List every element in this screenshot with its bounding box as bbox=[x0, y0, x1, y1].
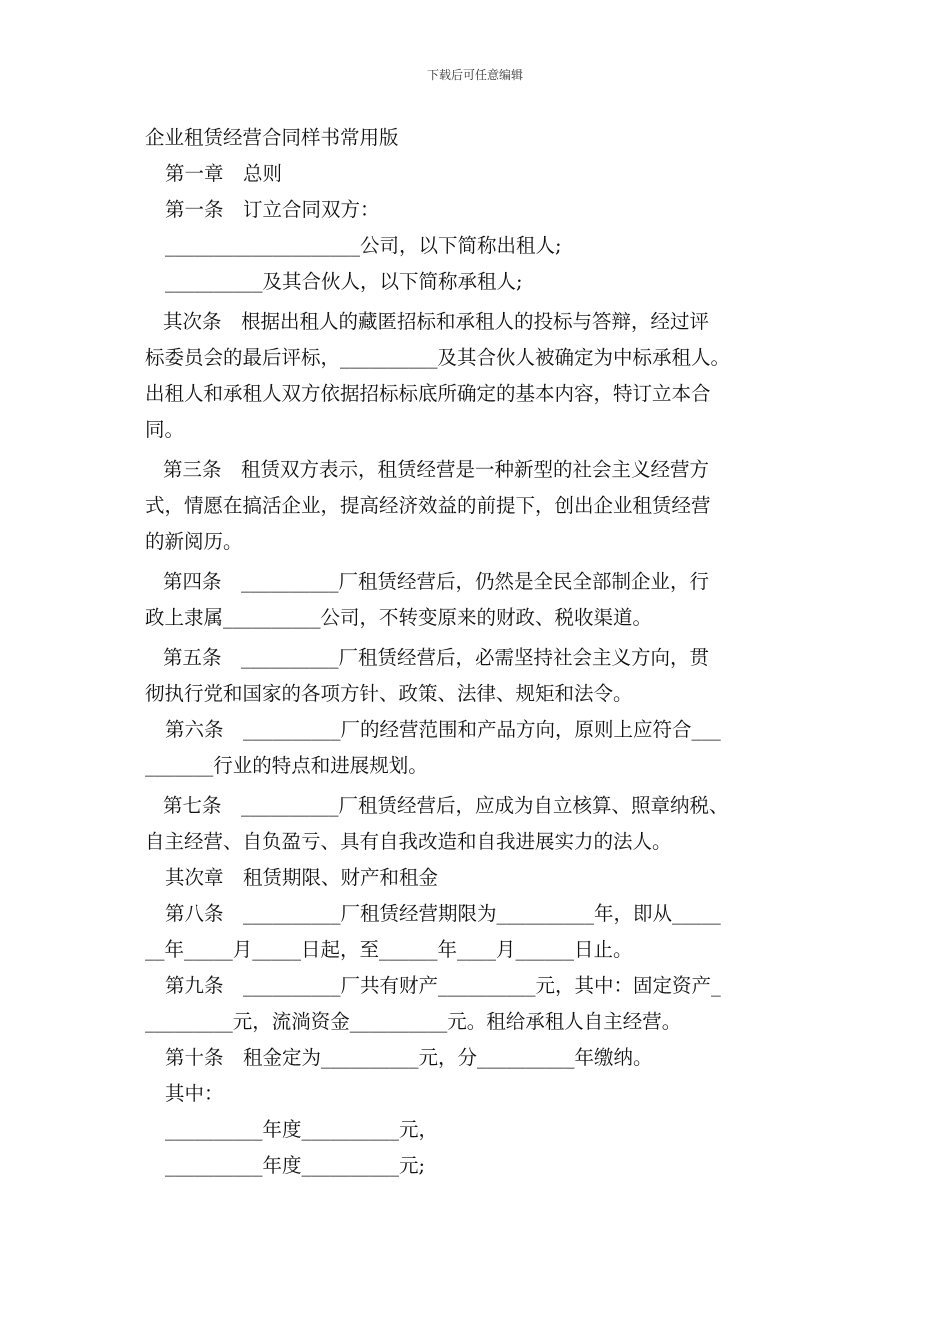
article-3-line: 第三条 租赁双方表示，租赁经营是一种新型的社会主义经营方 bbox=[163, 458, 710, 481]
article-2-line: 同。 bbox=[145, 418, 185, 441]
article-10-line: 第十条 租金定为__________元，分__________年缴纳。 bbox=[165, 1046, 653, 1069]
article-8-line: 第八条 __________厂租赁经营期限为__________年，即从_____ bbox=[165, 902, 721, 925]
article-6-line: 第六条 __________厂的经营范围和产品方向，原则上应符合___ bbox=[165, 718, 721, 741]
article-4-line: 政上隶属__________公司，不转变原来的财政、税收渠道。 bbox=[145, 606, 653, 629]
article-3-line: 式，情愿在搞活企业，提高经济效益的前提下，创出企业租赁经营 bbox=[145, 494, 711, 517]
article-2-line: 标委员会的最后评标，__________及其合伙人被确定为中标承租人。 bbox=[145, 346, 731, 369]
article-1: 第一条 订立合同双方： bbox=[165, 198, 380, 221]
article-4-line: 第四条 __________厂租赁经营后，仍然是全民全部制企业，行 bbox=[163, 570, 710, 593]
chapter-heading-2: 其次章 租赁期限、财产和租金 bbox=[165, 866, 439, 889]
article-9-line: _________元，流淌资金__________元。租给承租人自主经营。 bbox=[145, 1010, 682, 1033]
article-5-line: 第五条 __________厂租赁经营后，必需坚持社会主义方向，贯 bbox=[163, 646, 710, 669]
lessor-party-line: ____________________公司，以下简称出租人; bbox=[165, 234, 562, 257]
article-7-line: 第七条 __________厂租赁经营后，应成为自立核算、照章纳税、 bbox=[163, 794, 729, 817]
article-8-line: __年_____月_____日起，至______年____月______日止。 bbox=[145, 938, 633, 961]
article-7-line: 自主经营、自负盈亏、具有自我改造和自我进展实力的法人。 bbox=[145, 830, 672, 853]
article-2-line: 出租人和承租人双方依据招标标底所确定的基本内容，特订立本合 bbox=[145, 382, 711, 405]
article-2-line: 其次条 根据出租人的藏匿招标和承租人的投标与答辩，经过评 bbox=[163, 310, 710, 333]
lessee-party-line: __________及其合伙人，以下简称承租人; bbox=[165, 270, 523, 293]
article-5-line: 彻执行党和国家的各项方针、政策、法律、规矩和法令。 bbox=[145, 682, 633, 705]
contract-body bbox=[145, 120, 825, 1184]
chapter-heading-1: 第一章 总则 bbox=[165, 162, 283, 185]
article-9-line: 第九条 __________厂共有财产__________元，其中：固定资产_ bbox=[165, 974, 721, 997]
article-3-line: 的新阅历。 bbox=[145, 530, 243, 553]
article-10-among: 其中： bbox=[165, 1082, 224, 1105]
document-title: 企业租赁经营合同样书常用版 bbox=[145, 126, 399, 149]
rent-year-row: __________年度__________元; bbox=[165, 1154, 426, 1177]
page-header-note: 下载后可任意编辑 bbox=[426, 68, 523, 82]
article-6-line: _______行业的特点和进展规划。 bbox=[145, 754, 428, 777]
rent-year-row: __________年度__________元， bbox=[165, 1118, 439, 1141]
